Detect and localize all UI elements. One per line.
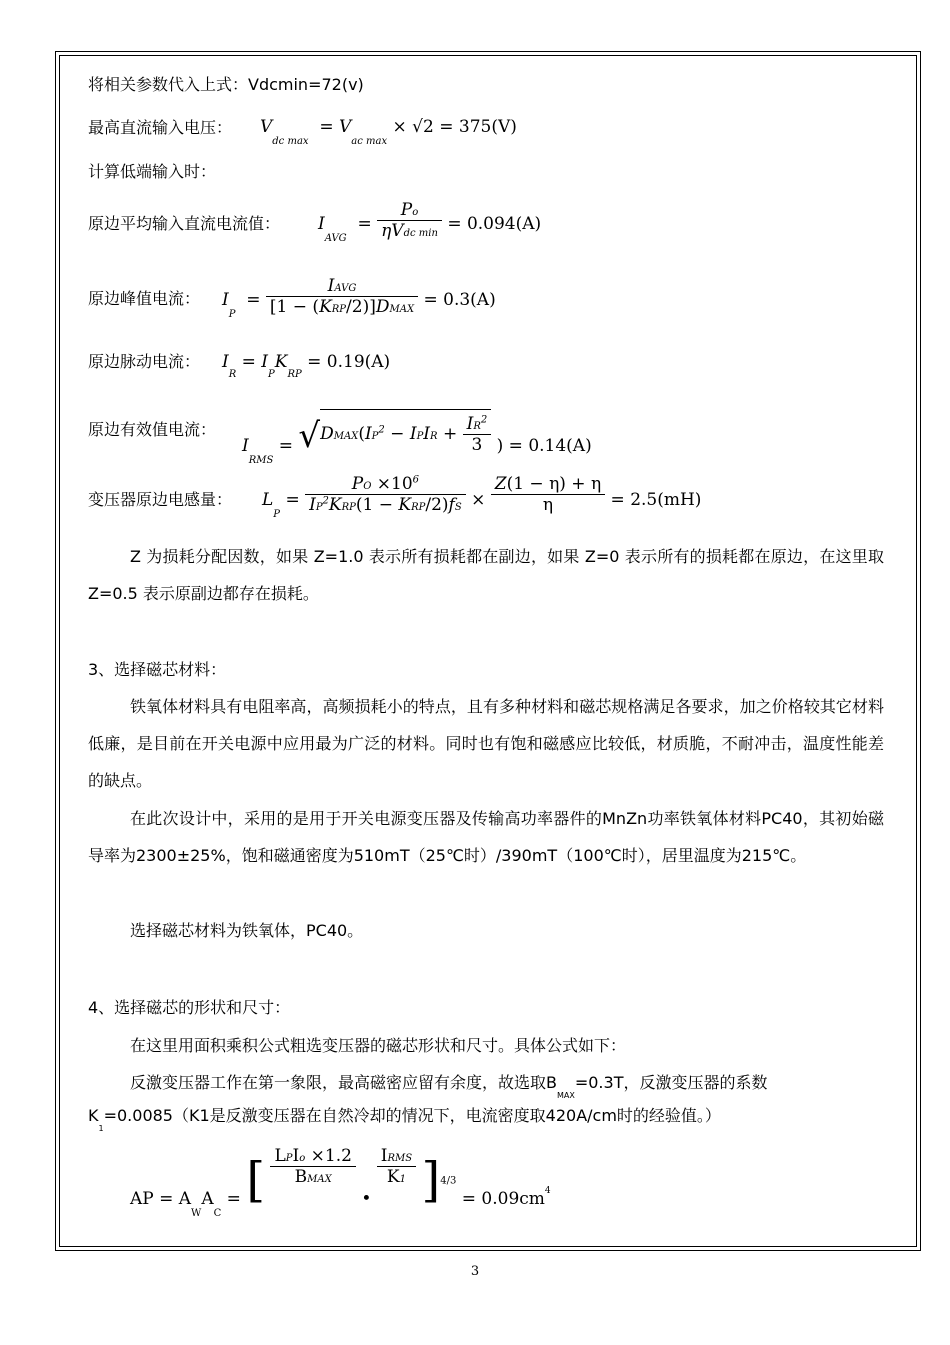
iavg-formula: $I_{AVG}$ = $\frac{Po}{\text{ηVdc min}}$ = 0.094(A)	[318, 200, 542, 244]
avg-current-label: 原边平均输入直流电流值：	[88, 214, 281, 233]
irms-formula: $I_{RMS}$ = $√DMAX(IP^2$ − IPIR + $\frac{IR^2}{3}$ ) = 0.14(A)	[242, 402, 592, 449]
pc40-description: 在此次设计中，采用的是用于开关电源变压器及传输高功率器件的MnZn功率铁氧体材料PC40，其初始磁导率为2300±25%，饱和磁通密度为510mT（25℃时）/390mT（100℃时），居里温度为215℃。	[88, 809, 884, 865]
max-dc-voltage-label: 最高直流输入电压：	[88, 118, 233, 137]
flyback-line2: $K_1=0.0085(K1$是反激变压器在自然冷却的情况下，电流密度取420A/cm时的经验值。）	[88, 1106, 721, 1133]
material-choice: 选择磁芯材料为铁氧体，PC40。	[130, 921, 364, 940]
inductance-label: 变压器原边电感量：	[88, 490, 233, 509]
ap-formula: AP = $A_WA_C$ = [ $\frac{\text{LPIo ×1.2}}{\text{BMAX}}$ • $\frac{\text{IRMS}}{K1}$ ]$^{4/3} = 0.09cm^4$	[130, 1146, 551, 1219]
lp-formula: $L_P$ = $\frac{PO \times 10^6}{IP^2KRP(1 - KRP/2)fS}$ × $\frac{Z(1 - \eta) + \eta}{\eta}$ = 2.5(mH)	[262, 474, 702, 520]
ferrite-description: 铁氧体材料具有电阻率高，高频损耗小的特点，且有多种材料和磁芯规格满足各要求，加之价格较其它材料低廉，是目前在开关电源中应用最为广泛的材料。同时也有饱和磁感应比较低，材质脆，不耐冲击，温度性能差的缺点。	[88, 697, 884, 790]
ip-formula: $I_P$ = $\frac{\text{IAVG}}{\text{[1 − (KRP/2)]DMAX}}$ = 0.3(A)	[222, 276, 496, 320]
z-note-paragraph: Z 为损耗分配因数，如果 Z=1.0 表示所有损耗都在副边，如果 Z=0 表示所有的损耗都在原边，在这里取 Z=0.5 表示原副边都存在损耗。	[88, 547, 884, 603]
page-number: 3	[470, 1264, 480, 1279]
substitute-params-line: 将相关参数代入上式：Vdcmin=72(v)	[88, 75, 364, 94]
flyback-line1: 反激变压器工作在第一象限，最高磁密应留有余度，故选取$B_{MAX}=0.3T$，反激变压器的系数	[130, 1073, 768, 1100]
calc-low-end-line: 计算低端输入时：	[88, 162, 217, 181]
vdcmax-formula: $V_{dc max} = V_{ac max} \times √2 = 375(V)$	[260, 117, 517, 147]
section4-heading: 4、选择磁芯的形状和尺寸：	[88, 998, 291, 1017]
section3-heading: 3、选择磁芯材料：	[88, 660, 227, 679]
ripple-current-label: 原边脉动电流：	[88, 352, 201, 371]
peak-current-label: 原边峰值电流：	[88, 289, 201, 308]
area-product-intro: 在这里用面积乘积公式粗选变压器的磁芯形状和尺寸。具体公式如下：	[130, 1036, 627, 1055]
ir-formula: $I_R = I_PK_{RP} = 0.19(A)$	[222, 352, 391, 380]
rms-current-label: 原边有效值电流：	[88, 420, 217, 439]
